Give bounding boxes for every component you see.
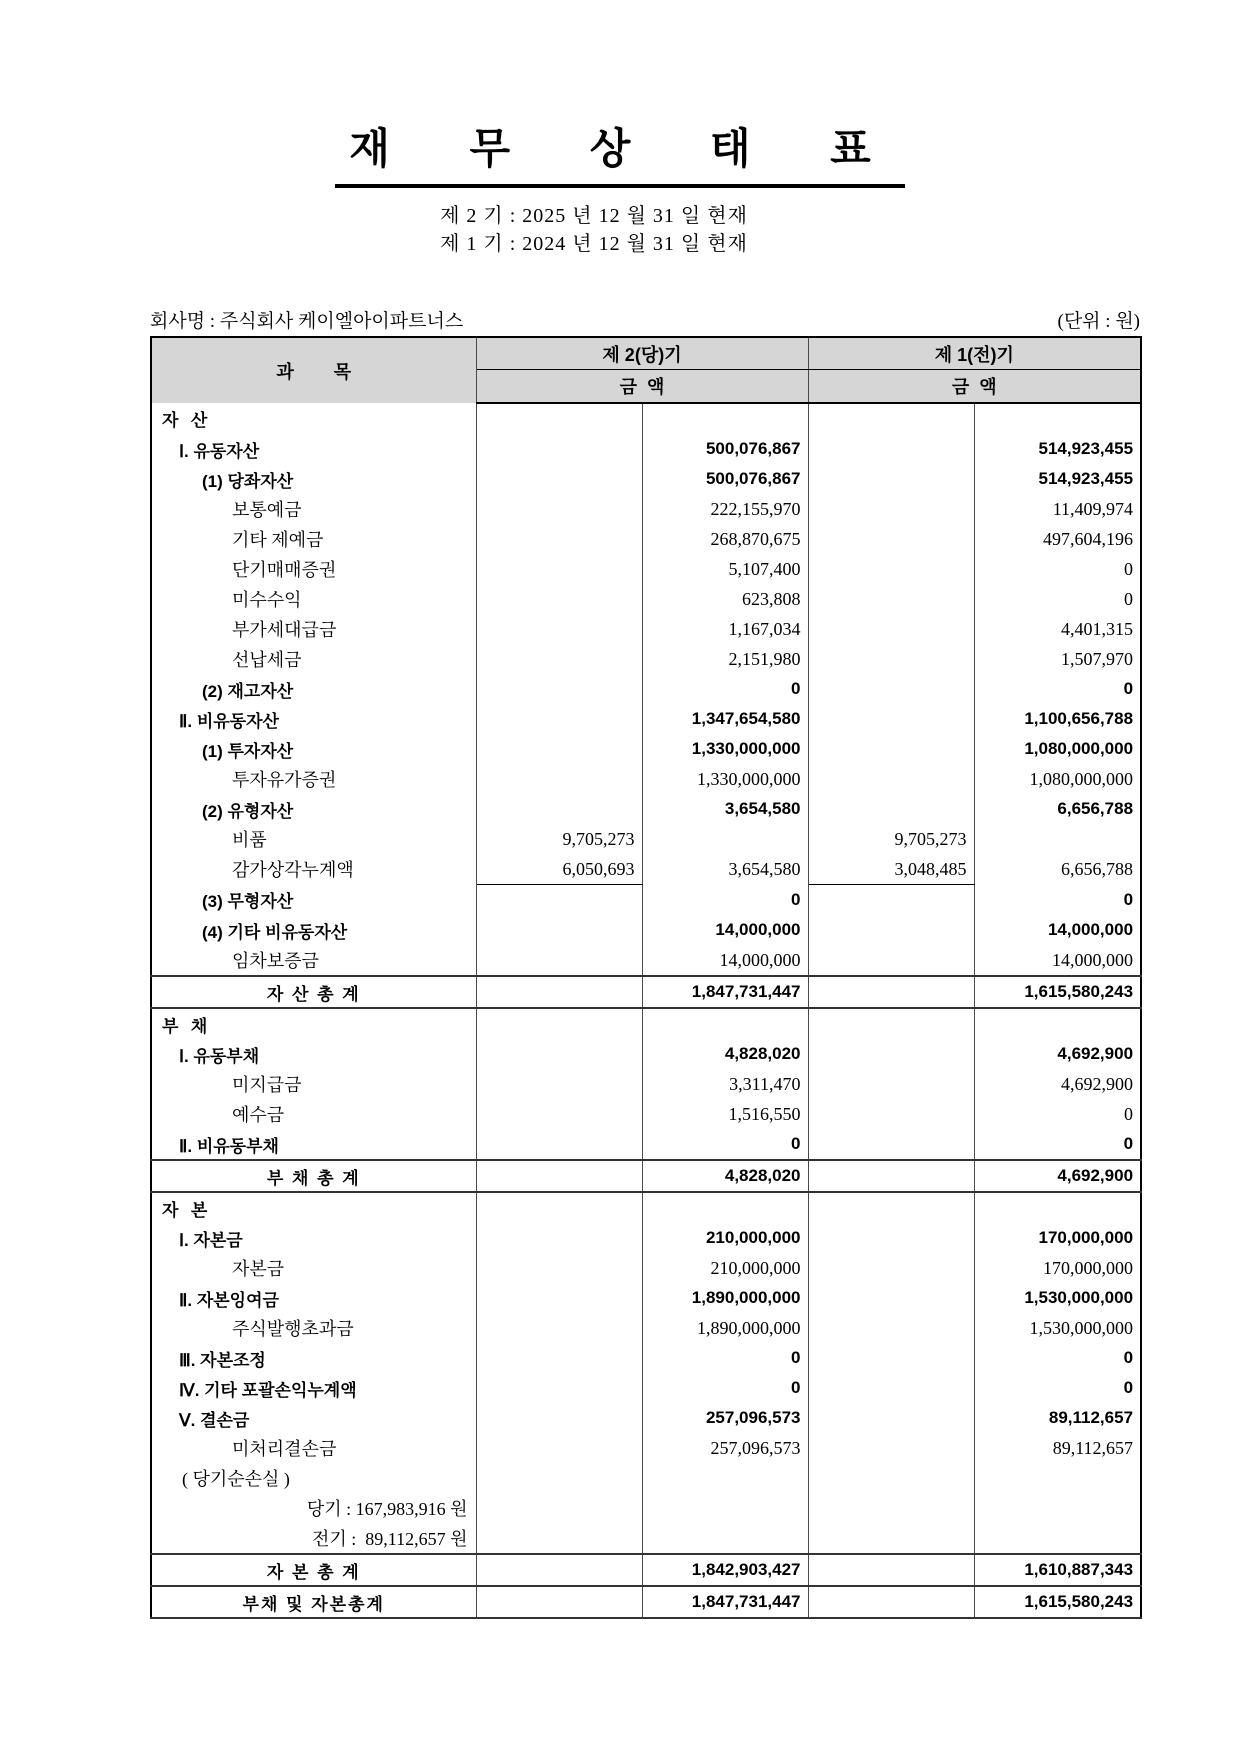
amount-current-net: 222,155,970 (642, 494, 808, 524)
amount-current-gross (476, 734, 642, 764)
page-title: 재 무 상 태 표 (335, 116, 905, 188)
amount-prior-gross (808, 1493, 974, 1523)
amount-current-net: 257,096,573 (642, 1403, 808, 1433)
account-label: 미처리결손금 (151, 1433, 476, 1463)
table-row (151, 1008, 1141, 1039)
account-label: Ⅲ. 자본조정 (151, 1343, 476, 1373)
amount-current-net: 500,076,867 (642, 434, 808, 464)
table-row (151, 1554, 1141, 1586)
amount-prior-gross (808, 1403, 974, 1433)
table-row (151, 674, 1141, 704)
table-row (151, 1253, 1141, 1283)
account-label: Ⅴ. 결손금 (151, 1403, 476, 1433)
company-name: 회사명 : 주식회사 케이엘아이파트너스 (150, 311, 464, 332)
amount-current-net (642, 1192, 808, 1223)
amount-current-gross (476, 1523, 642, 1554)
amount-current-gross (476, 1343, 642, 1373)
account-label: Ⅰ. 유동자산 (151, 434, 476, 464)
amount-prior-gross (808, 614, 974, 644)
column-header-amount-1: 금 액 (808, 370, 1141, 404)
amount-current-net: 257,096,573 (642, 1433, 808, 1463)
amount-current-gross (476, 704, 642, 734)
account-label: 자 본 (151, 1192, 476, 1223)
amount-prior-net: 1,615,580,243 (974, 976, 1141, 1008)
amount-prior-net: 89,112,657 (1052, 1437, 1134, 1458)
amount-current-gross (476, 1039, 642, 1069)
amount-current-net: 4,828,020 (642, 1039, 808, 1069)
amount-prior-gross (808, 1160, 974, 1192)
amount-prior-net: 0 (1124, 588, 1134, 609)
account-label: 전기 : 89,112,657 원 (151, 1523, 476, 1554)
table-row (151, 764, 1141, 794)
amount-prior-gross (808, 885, 974, 916)
amount-current-gross (476, 554, 642, 584)
amount-prior-net: 1,615,580,243 (974, 1586, 1141, 1618)
amount-prior-net: 14,000,000 (1052, 949, 1134, 970)
account-label: 임차보증금 (151, 945, 476, 976)
amount-prior-net (974, 1463, 1141, 1493)
amount-current-gross (476, 1253, 642, 1283)
amount-current-gross (476, 1554, 642, 1586)
amount-prior-gross (808, 704, 974, 734)
title-block (0, 116, 1240, 188)
amount-prior-gross (808, 1223, 974, 1253)
amount-current-net: 0 (642, 1343, 808, 1373)
amount-prior-net: 1,610,887,343 (974, 1554, 1141, 1586)
amount-current-net: 0 (642, 674, 808, 704)
amount-current-net: 210,000,000 (642, 1223, 808, 1253)
table-row (151, 1129, 1141, 1160)
amount-current-net: 268,870,675 (642, 524, 808, 554)
amount-current-gross (476, 976, 642, 1008)
amount-prior-gross (808, 464, 974, 494)
amount-current-gross (476, 1313, 642, 1343)
amount-prior-gross (808, 1343, 974, 1373)
amount-prior-gross (808, 1373, 974, 1403)
amount-prior-gross (808, 584, 974, 614)
amount-current-net (642, 1463, 808, 1493)
amount-current-gross (476, 1160, 642, 1192)
amount-prior-gross (808, 1463, 974, 1493)
amount-prior-net (974, 1493, 1141, 1523)
amount-prior-net: 14,000,000 (1047, 920, 1134, 939)
amount-prior-net: 11,409,974 (1052, 498, 1134, 519)
account-label: 선납세금 (151, 644, 476, 674)
amount-current-net (642, 1523, 808, 1554)
unit-label: (단위 : 원) (1057, 311, 1140, 332)
account-label: (2) 유형자산 (151, 794, 476, 824)
amount-prior-net: 4,692,900 (974, 1160, 1141, 1192)
amount-prior-net: 1,507,970 (1061, 648, 1134, 669)
table-row (151, 1373, 1141, 1403)
account-label: 감가상각누계액 (151, 854, 476, 885)
table-row (151, 494, 1141, 524)
amount-current-gross (476, 1403, 642, 1433)
amount-current-gross (476, 1433, 642, 1463)
table-row (151, 1313, 1141, 1343)
amount-prior-net: 0 (1124, 558, 1134, 579)
amount-prior-gross (808, 524, 974, 554)
amount-current-net: 1,842,903,427 (642, 1554, 808, 1586)
account-label: (2) 재고자산 (151, 674, 476, 704)
amount-current-gross (476, 464, 642, 494)
table-row (151, 854, 1141, 885)
amount-current-gross (476, 644, 642, 674)
column-header-period-2: 제 2(당)기 (476, 337, 808, 370)
account-label: 자 산 (151, 403, 476, 434)
account-label: (3) 무형자산 (151, 885, 476, 916)
table-row (151, 794, 1141, 824)
table-row (151, 824, 1141, 854)
account-label: 기타 제예금 (151, 524, 476, 554)
account-label: 미수수익 (151, 584, 476, 614)
table-row (151, 945, 1141, 976)
table-row (151, 734, 1141, 764)
table-row (151, 644, 1141, 674)
amount-current-net: 0 (642, 885, 808, 916)
amount-current-gross (476, 1069, 642, 1099)
amount-prior-net: 170,000,000 (1043, 1257, 1134, 1278)
amount-prior-net: 0 (1123, 1378, 1134, 1397)
amount-prior-net: 6,656,788 (1057, 799, 1134, 818)
amount-prior-net: 4,692,900 (1061, 1073, 1134, 1094)
amount-prior-gross (808, 403, 974, 434)
amount-prior-net: 0 (1123, 1348, 1134, 1367)
amount-prior-gross (808, 554, 974, 584)
amount-prior-net: 170,000,000 (1038, 1228, 1134, 1247)
table-row (151, 1069, 1141, 1099)
amount-prior-net: 1,530,000,000 (1024, 1288, 1134, 1307)
amount-current-net: 1,847,731,447 (642, 1586, 808, 1618)
table-row (151, 584, 1141, 614)
amount-prior-gross: 9,705,273 (808, 824, 974, 854)
amount-current-net: 0 (642, 1373, 808, 1403)
amount-current-gross (476, 1192, 642, 1223)
amount-current-gross (476, 403, 642, 434)
amount-current-net: 1,167,034 (642, 614, 808, 644)
account-label: 비품 (151, 824, 476, 854)
amount-prior-net: 514,923,455 (1038, 469, 1134, 488)
period-line-current: 제 2 기 : 2025 년 12 월 31 일 현재 (440, 205, 748, 227)
amount-current-net: 1,890,000,000 (642, 1313, 808, 1343)
amount-current-gross (476, 1099, 642, 1129)
account-label: 보통예금 (151, 494, 476, 524)
amount-current-gross (476, 614, 642, 644)
amount-prior-gross (808, 764, 974, 794)
amount-current-net: 4,828,020 (642, 1160, 808, 1192)
amount-current-net: 3,654,580 (642, 854, 808, 885)
amount-current-net: 1,330,000,000 (642, 764, 808, 794)
amount-prior-net: 0 (1123, 889, 1134, 909)
amount-current-gross (476, 1373, 642, 1403)
amount-prior-gross (808, 945, 974, 976)
account-label: 단기매매증권 (151, 554, 476, 584)
amount-current-net: 1,330,000,000 (642, 734, 808, 764)
amount-prior-gross (808, 1523, 974, 1554)
amount-current-gross (476, 1223, 642, 1253)
amount-prior-net: 497,604,196 (1043, 528, 1134, 549)
table-row (151, 554, 1141, 584)
amount-current-gross (476, 434, 642, 464)
amount-current-gross (476, 494, 642, 524)
table-row (151, 1223, 1141, 1253)
account-label: 주식발행초과금 (151, 1313, 476, 1343)
table-row (151, 704, 1141, 734)
amount-prior-gross (808, 1554, 974, 1586)
amount-current-gross (476, 945, 642, 976)
table-row (151, 1523, 1141, 1554)
amount-current-net (642, 403, 808, 434)
amount-prior-net (974, 1192, 1141, 1223)
amount-prior-gross (808, 734, 974, 764)
account-label: (1) 당좌자산 (151, 464, 476, 494)
account-label: 미지급금 (151, 1069, 476, 1099)
amount-prior-gross (808, 494, 974, 524)
column-header-amount-2: 금 액 (476, 370, 808, 404)
amount-prior-net (974, 1523, 1141, 1554)
amount-prior-gross (808, 1069, 974, 1099)
amount-current-net (642, 1008, 808, 1039)
amount-prior-net: 0 (1123, 1134, 1134, 1153)
amount-prior-gross (808, 794, 974, 824)
amount-current-net: 1,516,550 (642, 1099, 808, 1129)
account-label: (4) 기타 비유동자산 (151, 915, 476, 945)
amount-prior-net (974, 403, 1141, 434)
amount-current-net: 210,000,000 (642, 1253, 808, 1283)
account-label: ( 당기순손실 ) (151, 1463, 476, 1493)
amount-prior-gross (808, 1586, 974, 1618)
meta-row (150, 306, 1140, 333)
amount-prior-gross (808, 644, 974, 674)
period-lines (0, 202, 1214, 258)
amount-prior-net: 514,923,455 (1038, 439, 1134, 458)
amount-current-gross (476, 524, 642, 554)
table-row (151, 524, 1141, 554)
account-label: Ⅱ. 비유동부채 (151, 1129, 476, 1160)
table-header (151, 337, 1141, 403)
amount-prior-net: 4,401,315 (1061, 618, 1134, 639)
amount-prior-gross (808, 1313, 974, 1343)
amount-prior-net (974, 824, 1141, 854)
amount-prior-net: 0 (1123, 679, 1134, 698)
table-body (151, 403, 1141, 1618)
amount-prior-gross (808, 976, 974, 1008)
amount-prior-gross (808, 674, 974, 704)
account-label: 부 채 총 계 (151, 1160, 476, 1192)
table-row (151, 1099, 1141, 1129)
amount-prior-net: 89,112,657 (1048, 1408, 1134, 1427)
amount-current-gross (476, 1463, 642, 1493)
account-label: 부가세대급금 (151, 614, 476, 644)
amount-current-gross (476, 764, 642, 794)
amount-current-net: 0 (642, 1129, 808, 1160)
column-header-period-1: 제 1(전)기 (808, 337, 1141, 370)
table-row (151, 403, 1141, 434)
amount-current-gross (476, 794, 642, 824)
amount-current-net: 14,000,000 (642, 945, 808, 976)
table-row (151, 1403, 1141, 1433)
table-row (151, 1343, 1141, 1373)
amount-current-net: 1,890,000,000 (642, 1283, 808, 1313)
amount-current-net: 3,654,580 (642, 794, 808, 824)
amount-current-gross (476, 1129, 642, 1160)
account-label: 자 본 총 계 (151, 1554, 476, 1586)
amount-current-net: 500,076,867 (642, 464, 808, 494)
amount-current-gross: 9,705,273 (476, 824, 642, 854)
amount-current-net: 623,808 (642, 584, 808, 614)
amount-prior-gross (808, 1192, 974, 1223)
amount-prior-net: 1,080,000,000 (1029, 768, 1134, 789)
amount-current-gross (476, 915, 642, 945)
amount-current-net: 5,107,400 (642, 554, 808, 584)
amount-prior-gross (808, 1099, 974, 1129)
amount-current-gross (476, 1586, 642, 1618)
amount-prior-net (974, 1008, 1141, 1039)
amount-prior-gross: 3,048,485 (808, 854, 974, 885)
amount-prior-gross (808, 1129, 974, 1160)
amount-prior-gross (808, 1283, 974, 1313)
amount-current-gross (476, 1008, 642, 1039)
account-label: Ⅰ. 자본금 (151, 1223, 476, 1253)
account-label: 투자유가증권 (151, 764, 476, 794)
table-row (151, 1039, 1141, 1069)
amount-prior-net: 1,100,656,788 (1024, 709, 1134, 728)
table-row (151, 1586, 1141, 1618)
table-row (151, 614, 1141, 644)
amount-prior-net: 1,530,000,000 (1029, 1317, 1134, 1338)
amount-prior-gross (808, 1253, 974, 1283)
table-row (151, 464, 1141, 494)
amount-current-net (642, 824, 808, 854)
amount-prior-net: 6,656,788 (1061, 858, 1134, 879)
table-row (151, 1192, 1141, 1223)
amount-prior-gross (808, 1008, 974, 1039)
amount-prior-gross (808, 434, 974, 464)
account-label: 자본금 (151, 1253, 476, 1283)
account-label: (1) 투자자산 (151, 734, 476, 764)
amount-current-gross (476, 1493, 642, 1523)
amount-prior-net: 0 (1124, 1103, 1134, 1124)
table-row (151, 885, 1141, 916)
amount-current-net: 1,847,731,447 (642, 976, 808, 1008)
amount-current-net: 1,347,654,580 (642, 704, 808, 734)
amount-current-net: 14,000,000 (642, 915, 808, 945)
amount-current-gross (476, 1283, 642, 1313)
amount-current-net: 2,151,980 (642, 644, 808, 674)
account-label: 부채 및 자본총계 (151, 1586, 476, 1618)
amount-current-gross (476, 674, 642, 704)
amount-prior-gross (808, 1039, 974, 1069)
balance-sheet-table (150, 336, 1142, 1619)
amount-prior-gross (808, 915, 974, 945)
table-row (151, 915, 1141, 945)
amount-current-gross: 6,050,693 (476, 854, 642, 885)
account-label: Ⅳ. 기타 포괄손익누계액 (151, 1373, 476, 1403)
amount-current-net (642, 1493, 808, 1523)
amount-prior-gross (808, 1433, 974, 1463)
table-row (151, 1433, 1141, 1463)
table-row (151, 434, 1141, 464)
amount-current-gross (476, 885, 642, 916)
table-row (151, 1463, 1141, 1493)
account-label: 당기 : 167,983,916 원 (151, 1493, 476, 1523)
table-row (151, 976, 1141, 1008)
amount-prior-net: 4,692,900 (1057, 1044, 1134, 1063)
account-label: Ⅱ. 비유동자산 (151, 704, 476, 734)
account-label: 부 채 (151, 1008, 476, 1039)
amount-current-gross (476, 584, 642, 614)
table-row (151, 1493, 1141, 1523)
amount-current-net: 3,311,470 (642, 1069, 808, 1099)
amount-prior-net: 1,080,000,000 (1024, 739, 1134, 758)
account-label: 예수금 (151, 1099, 476, 1129)
account-label: Ⅰ. 유동부채 (151, 1039, 476, 1069)
account-label: 자 산 총 계 (151, 976, 476, 1008)
table-row (151, 1283, 1141, 1313)
period-line-prior: 제 1 기 : 2024 년 12 월 31 일 현재 (440, 233, 748, 255)
column-header-item: 과 목 (151, 337, 476, 403)
account-label: Ⅱ. 자본잉여금 (151, 1283, 476, 1313)
table-row (151, 1160, 1141, 1192)
header-row-periods (151, 337, 1141, 370)
